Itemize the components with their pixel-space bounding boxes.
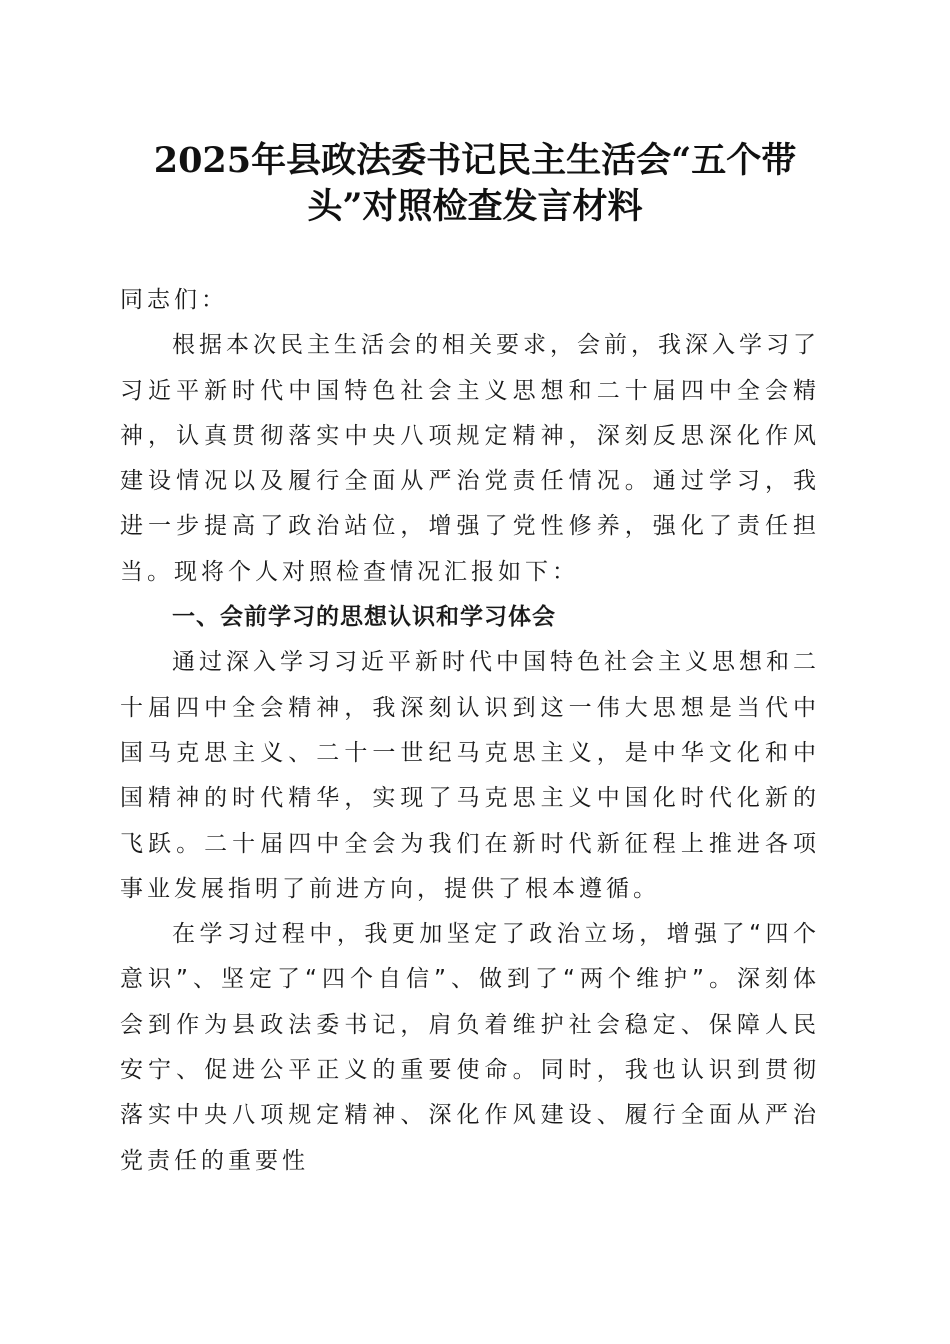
intro-paragraph: 根据本次民主生活会的相关要求，会前，我深入学习了习近平新时代中国特色社会主义思想和二十届四中全会精神，认真贯彻落实中央八项规定精神，深刻反思深化作风建设情况以及履行全面从严治党责任情况。通过学习，我进一步提高了政治站位，增强了党性修养，强化了责任担当。现将个人对照检查情况汇报如下：: [120, 332, 820, 585]
body-paragraph-2: 在学习过程中，我更加坚定了政治立场，增强了“四个意识”、坚定了“四个自信”、做到了“两个维护”。深刻体会到作为县政法委书记，肩负着维护社会稳定、保障人民安宁、促进公平正义的重要使命。同时，我也认识到贯彻落实中央八项规定精神、深化作风建设、履行全面从严治党责任的重要性: [120, 921, 820, 1174]
document-title: 2025年县政法委书记民主生活会“五个带头”对照检查发言材料: [153, 140, 797, 227]
document-body: [120, 278, 820, 1184]
body-paragraph-1: 通过深入学习习近平新时代中国特色社会主义思想和二十届四中全会精神，我深刻认识到这一伟大思想是当代中国马克思主义、二十一世纪马克思主义，是中华文化和中国精神的时代精华，实现了马克思主义中国化时代化新的飞跃。二十届四中全会为我们在新时代新征程上推进各项事业发展指明了前进方向，提供了根本遵循。: [120, 649, 820, 902]
greeting: 同志们：: [120, 287, 228, 313]
section-heading: 一、会前学习的思想认识和学习体会: [172, 604, 556, 631]
